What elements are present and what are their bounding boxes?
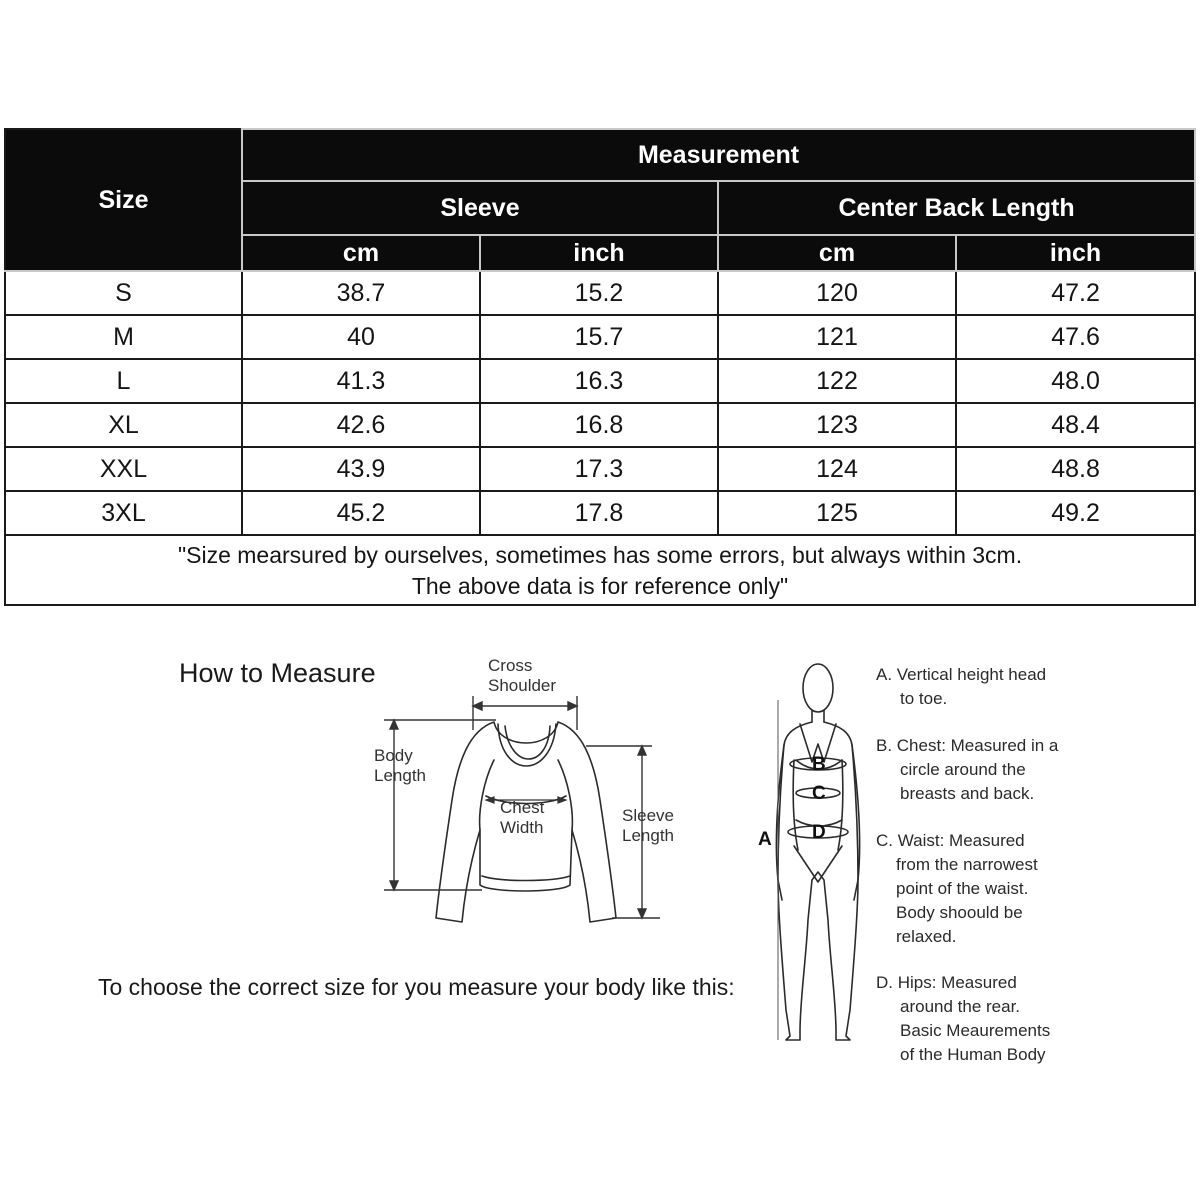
unit-header-sleeve-inch: inch [480,235,718,271]
body-length-label: Body Length [374,746,426,785]
sleeve-inch-cell: 16.8 [480,403,718,447]
size-cell: L [5,359,242,403]
sleeve-cm-cell: 45.2 [242,491,480,535]
letter-c-marker: C [812,783,826,804]
size-cell: S [5,271,242,315]
back-inch-cell: 47.2 [956,271,1195,315]
legend-item-b: B. Chest: Measured in a circle around the breasts and back. [876,736,1059,803]
size-cell: 3XL [5,491,242,535]
sleeve-inch-cell: 17.8 [480,491,718,535]
size-cell: XXL [5,447,242,491]
back-cm-cell: 125 [718,491,956,535]
legend-item-a: A. Vertical height head to toe. [876,665,1047,708]
back-inch-cell: 48.0 [956,359,1195,403]
how-to-measure-title: How to Measure [179,658,376,688]
back-inch-cell: 48.8 [956,447,1195,491]
unit-header-back-cm: cm [718,235,956,271]
human-body-figure-icon [776,664,859,1040]
sleeve-cm-cell: 43.9 [242,447,480,491]
back-inch-cell: 47.6 [956,315,1195,359]
choose-size-instruction: To choose the correct size for you measure your body like this: [98,974,735,1000]
back-cm-cell: 120 [718,271,956,315]
measurement-header: Measurement [242,129,1195,181]
unit-header-sleeve-cm: cm [242,235,480,271]
sleeve-inch-cell: 17.3 [480,447,718,491]
back-inch-cell: 48.4 [956,403,1195,447]
letter-b-marker: B [812,754,826,775]
sleeve-length-label: Sleeve Length [622,806,674,845]
size-cell: M [5,315,242,359]
back-cm-cell: 122 [718,359,956,403]
sleeve-cm-cell: 41.3 [242,359,480,403]
note-line-1: "Size mearsured by ourselves, sometimes has some errors, but always within 3cm. [177,542,1023,568]
unit-header-back-inch: inch [956,235,1195,271]
letter-a-marker: A [758,829,772,850]
sleeve-cm-cell: 42.6 [242,403,480,447]
back-cm-cell: 123 [718,403,956,447]
back-cm-cell: 124 [718,447,956,491]
sleeve-inch-cell: 15.7 [480,315,718,359]
letter-d-marker: D [812,822,826,843]
legend-item-c: C. Waist: Measured from the narrowest point of the waist. Body shoould be relaxed. [876,831,1038,946]
size-column-header: Size [5,129,242,271]
back-inch-cell: 49.2 [956,491,1195,535]
sleeve-inch-cell: 16.3 [480,359,718,403]
back-cm-cell: 121 [718,315,956,359]
cross-shoulder-label: Cross Shoulder [488,656,557,695]
note-line-2: The above data is for reference only" [411,573,789,599]
chest-width-label: Chest Width [500,798,545,837]
sleeve-cm-cell: 40 [242,315,480,359]
size-cell: XL [5,403,242,447]
sleeve-inch-cell: 15.2 [480,271,718,315]
sleeve-group-header: Sleeve [242,181,718,235]
center-back-length-group-header: Center Back Length [718,181,1195,235]
legend-item-d: D. Hips: Measured around the rear. Basic Meaurements of the Human Body [876,973,1051,1064]
sleeve-cm-cell: 38.7 [242,271,480,315]
